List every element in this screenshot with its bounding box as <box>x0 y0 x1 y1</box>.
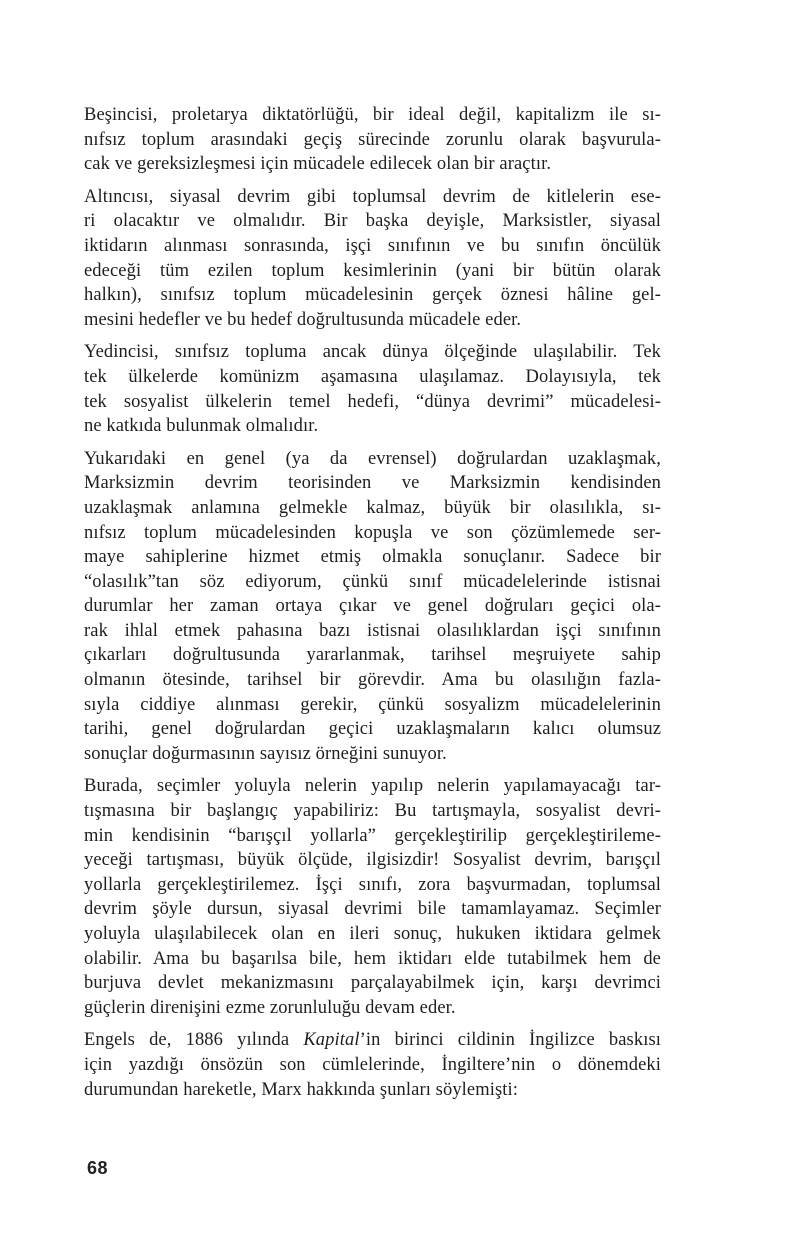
paragraph-besincisi <box>84 103 661 177</box>
text-line: Altıncısı, siyasal devrim gibi toplumsal devrim de kitlelerin ese- <box>84 186 661 207</box>
text-line: çıkarları doğrultusunda yararlanmak, tarihsel meşruiyete sahip <box>84 645 661 666</box>
text-line: iktidarın alınması sonrasında, işçi sınıfının ve bu sınıfın öncülük <box>84 235 661 256</box>
text-line: min kendisinin “barışçıl yollarla” gerçekleştirilip gerçekleştirileme- <box>84 825 661 846</box>
text-block <box>84 103 661 1102</box>
text-line: nıfsız toplum arasındaki geçiş sürecinde zorunlu olarak başvurula- <box>84 129 661 150</box>
text-line: nıfsız toplum mücadelesinden kopuşla ve son çözümlemede ser- <box>84 522 661 543</box>
text-line: tek ülkelerde komünizm aşamasına ulaşılamaz. Dolayısıyla, tek <box>84 366 661 387</box>
text-line: ne katkıda bulunmak olmalıdır. <box>84 416 319 437</box>
paragraph-burada <box>84 774 661 1020</box>
text-line: yollarla gerçekleştirilemez. İşçi sınıfı, zora başvurmadan, toplumsal <box>84 874 661 895</box>
text-line: yeceği tartışması, büyük ölçüde, ilgisizdir! Sosyalist devrim, barışçıl <box>84 850 661 871</box>
text-line: güçlerin direnişini ezme zorunluluğu devam eder. <box>84 997 456 1018</box>
text-line: “olasılık”tan söz ediyorum, çünkü sınıf mücadelelerinde istisnai <box>84 571 661 592</box>
text-line: durumundan hareketle, Marx hakkında şunları söylemişti: <box>84 1079 518 1100</box>
paragraph-yukaridaki <box>84 447 661 767</box>
text-line: Yukarıdaki en genel (ya da evrensel) doğrulardan uzaklaşmak, <box>84 448 661 469</box>
text-line: Burada, seçimler yoluyla nelerin yapılıp nelerin yapılamayacağı tar- <box>84 776 661 797</box>
text-line: edeceği tüm ezilen toplum kesimlerinin (yani bir bütün olarak <box>84 260 661 281</box>
text-line: tek sosyalist ülkelerin temel hedefi, “dünya devrimi” mücadelesi- <box>84 391 661 412</box>
text-line: mesini hedefler ve bu hedef doğrultusunda mücadele eder. <box>84 309 522 330</box>
paragraph-yedincisi <box>84 340 661 438</box>
text-line: halkın), sınıfsız toplum mücadelesinin gerçek öznesi hâline gel- <box>84 285 661 306</box>
book-title-kapital: Kapital <box>303 1030 360 1051</box>
text-line: olabilir. Ama bu başarılsa bile, hem iktidarı elde tutabilmek hem de <box>84 948 661 969</box>
text-line: Marksizmin devrim teorisinden ve Marksizmin kendisinden <box>84 473 661 494</box>
text-line: yoluyla ulaşılabilecek olan en ileri sonuç, hukuken iktidara gelmek <box>84 924 661 944</box>
text-line: tışmasına bir başlangıç yapabiliriz: Bu tartışmayla, sosyalist devri- <box>84 801 661 822</box>
text-line: olmanın ötesinde, tarihsel bir görevdir. Ama bu olasılığın fazla- <box>84 670 661 691</box>
text-line: sonuçlar doğurmasının sayısız örneğini sunuyor. <box>84 743 447 764</box>
text-line: devrim şöyle dursun, siyasal devrimi bile tamamlayamaz. Seçimler <box>84 899 661 920</box>
paragraph-altincisi <box>84 185 661 333</box>
text-line: cak ve gereksizleşmesi için mücadele edilecek olan bir araçtır. <box>84 154 552 175</box>
text-line: durumlar her zaman ortaya çıkar ve genel doğruları geçici ola- <box>84 596 661 617</box>
text-line: Beşincisi, proletarya diktatörlüğü, bir ideal değil, kapitalizm ile sı- <box>84 105 661 125</box>
text-line: rak ihlal etmek pahasına bazı istisnai olasılıklardan işçi sınıfının <box>84 620 661 641</box>
text-line: burjuva devlet mekanizmasını parçalayabilmek için, karşı devrimci <box>84 973 661 994</box>
text-line: uzaklaşmak anlamına gelmekle kalmaz, büyük bir olasılıkla, sı- <box>84 497 661 518</box>
text-run: ’in birinci cildinin İngilizce baskısı <box>359 1030 661 1051</box>
page-number: 68 <box>87 1158 109 1178</box>
paragraph-engels <box>84 1028 661 1102</box>
text-line: Yedincisi, sınıfsız topluma ancak dünya ölçeğinde ulaşılabilir. Tek <box>84 342 661 363</box>
text-line: sıyla ciddiye alınması gerekir, çünkü sosyalizm mücadelelerinin <box>84 694 661 715</box>
text-line: için yazdığı önsözün son cümlelerinde, İngiltere’nin o dönemdeki <box>84 1054 661 1075</box>
text-line: tarihi, genel doğrulardan geçici uzaklaşmaların kalıcı olumsuz <box>84 719 661 740</box>
text-line: ri olacaktır ve olmalıdır. Bir başka deyişle, Marksistler, siyasal <box>84 211 661 232</box>
text-run: Engels de, 1886 yılında <box>84 1030 304 1051</box>
text-line <box>84 1028 661 1053</box>
text-line: maye sahiplerine hizmet etmiş olmakla sonuçlanır. Sadece bir <box>84 547 661 568</box>
